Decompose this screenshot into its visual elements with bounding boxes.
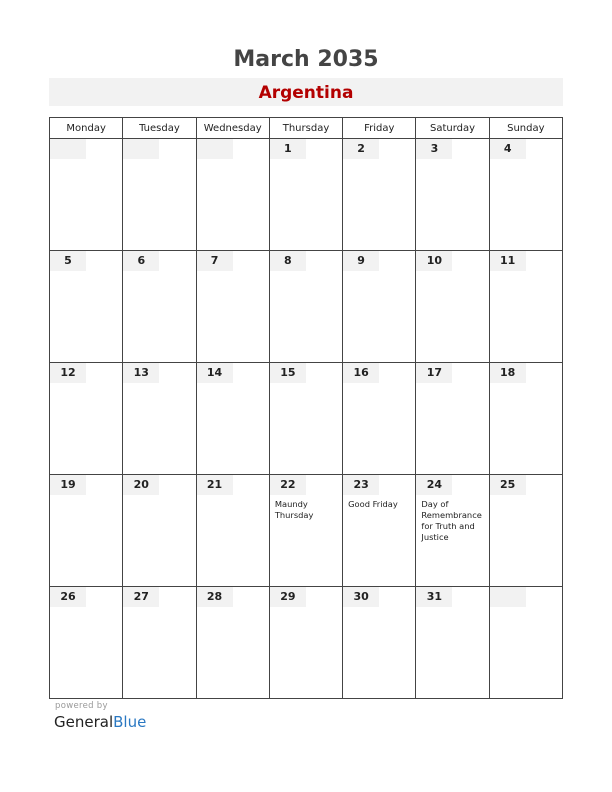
- day-cell[interactable]: [416, 587, 489, 699]
- day-number: 2: [343, 139, 379, 159]
- day-cell[interactable]: [196, 587, 269, 699]
- powered-by-label: powered by: [55, 701, 108, 711]
- day-number: 5: [50, 251, 86, 271]
- day-cell[interactable]: [269, 587, 342, 699]
- day-number: 29: [270, 587, 306, 607]
- weekday-header-row: [50, 118, 563, 139]
- country-bar: [49, 78, 563, 106]
- weekday-header: Tuesday: [123, 118, 196, 139]
- day-number: 14: [197, 363, 233, 383]
- day-cell[interactable]: [489, 139, 562, 251]
- day-number: 24: [416, 475, 452, 495]
- day-number: 6: [123, 251, 159, 271]
- day-cell[interactable]: [343, 587, 416, 699]
- day-cell[interactable]: [343, 251, 416, 363]
- day-number: 3: [416, 139, 452, 159]
- day-number: [50, 139, 86, 159]
- day-number: 18: [490, 363, 526, 383]
- day-number: 25: [490, 475, 526, 495]
- day-cell[interactable]: [50, 587, 123, 699]
- week-row: [50, 139, 563, 251]
- day-number: 21: [197, 475, 233, 495]
- holiday-label: Day of Remembrance for Truth and Justice: [421, 499, 482, 542]
- day-cell[interactable]: [343, 363, 416, 475]
- day-number: [123, 139, 159, 159]
- day-number: 11: [490, 251, 526, 271]
- day-number: 12: [50, 363, 86, 383]
- day-cell[interactable]: [196, 363, 269, 475]
- day-cell[interactable]: [196, 139, 269, 251]
- day-number: 7: [197, 251, 233, 271]
- day-cell[interactable]: [269, 251, 342, 363]
- day-number: 28: [197, 587, 233, 607]
- day-cell[interactable]: [489, 251, 562, 363]
- day-cell[interactable]: [416, 139, 489, 251]
- day-cell[interactable]: [50, 251, 123, 363]
- weekday-header: Monday: [50, 118, 123, 139]
- holiday-label: Good Friday: [348, 499, 398, 509]
- country-name: Argentina: [258, 83, 354, 103]
- day-number: 4: [490, 139, 526, 159]
- day-number: 13: [123, 363, 159, 383]
- day-number: 23: [343, 475, 379, 495]
- weekday-header: Sunday: [489, 118, 562, 139]
- day-number: 1: [270, 139, 306, 159]
- day-cell[interactable]: [123, 363, 196, 475]
- day-cell[interactable]: [50, 139, 123, 251]
- day-number: 26: [50, 587, 86, 607]
- calendar-title: March 2035: [233, 47, 379, 72]
- weekday-header: Wednesday: [196, 118, 269, 139]
- day-cell[interactable]: [123, 251, 196, 363]
- day-number: 31: [416, 587, 452, 607]
- day-cell[interactable]: [123, 587, 196, 699]
- day-cell[interactable]: [196, 251, 269, 363]
- weekday-header: Thursday: [269, 118, 342, 139]
- day-cell[interactable]: [416, 475, 489, 587]
- holiday-label: Maundy Thursday: [274, 499, 314, 520]
- day-number: [490, 587, 526, 607]
- day-number: 15: [270, 363, 306, 383]
- day-number: [197, 139, 233, 159]
- day-cell[interactable]: [269, 363, 342, 475]
- weekday-header: Saturday: [416, 118, 489, 139]
- day-cell[interactable]: [269, 475, 342, 587]
- weekday-header: Friday: [343, 118, 416, 139]
- day-cell[interactable]: [489, 587, 562, 699]
- day-cell[interactable]: [489, 363, 562, 475]
- day-number: 20: [123, 475, 159, 495]
- day-number: 16: [343, 363, 379, 383]
- day-number: 30: [343, 587, 379, 607]
- day-number: 22: [270, 475, 306, 495]
- day-number: 19: [50, 475, 86, 495]
- day-cell[interactable]: [50, 475, 123, 587]
- day-number: 9: [343, 251, 379, 271]
- day-cell[interactable]: [123, 139, 196, 251]
- day-cell[interactable]: [123, 475, 196, 587]
- day-number: 17: [416, 363, 452, 383]
- week-row: [50, 475, 563, 587]
- week-row: [50, 363, 563, 475]
- day-cell[interactable]: [416, 363, 489, 475]
- day-cell[interactable]: [196, 475, 269, 587]
- week-row: [50, 251, 563, 363]
- brand-general: General: [54, 713, 114, 731]
- day-number: 8: [270, 251, 306, 271]
- brand-blue: Blue: [113, 713, 147, 731]
- day-cell[interactable]: [489, 475, 562, 587]
- day-cell[interactable]: [269, 139, 342, 251]
- day-cell[interactable]: [50, 363, 123, 475]
- day-number: 10: [416, 251, 452, 271]
- day-number: 27: [123, 587, 159, 607]
- day-cell[interactable]: [343, 475, 416, 587]
- generalblue-logo[interactable]: [54, 713, 146, 731]
- week-row: [50, 587, 563, 699]
- calendar-grid: [49, 117, 563, 699]
- day-cell[interactable]: [343, 139, 416, 251]
- day-cell[interactable]: [416, 251, 489, 363]
